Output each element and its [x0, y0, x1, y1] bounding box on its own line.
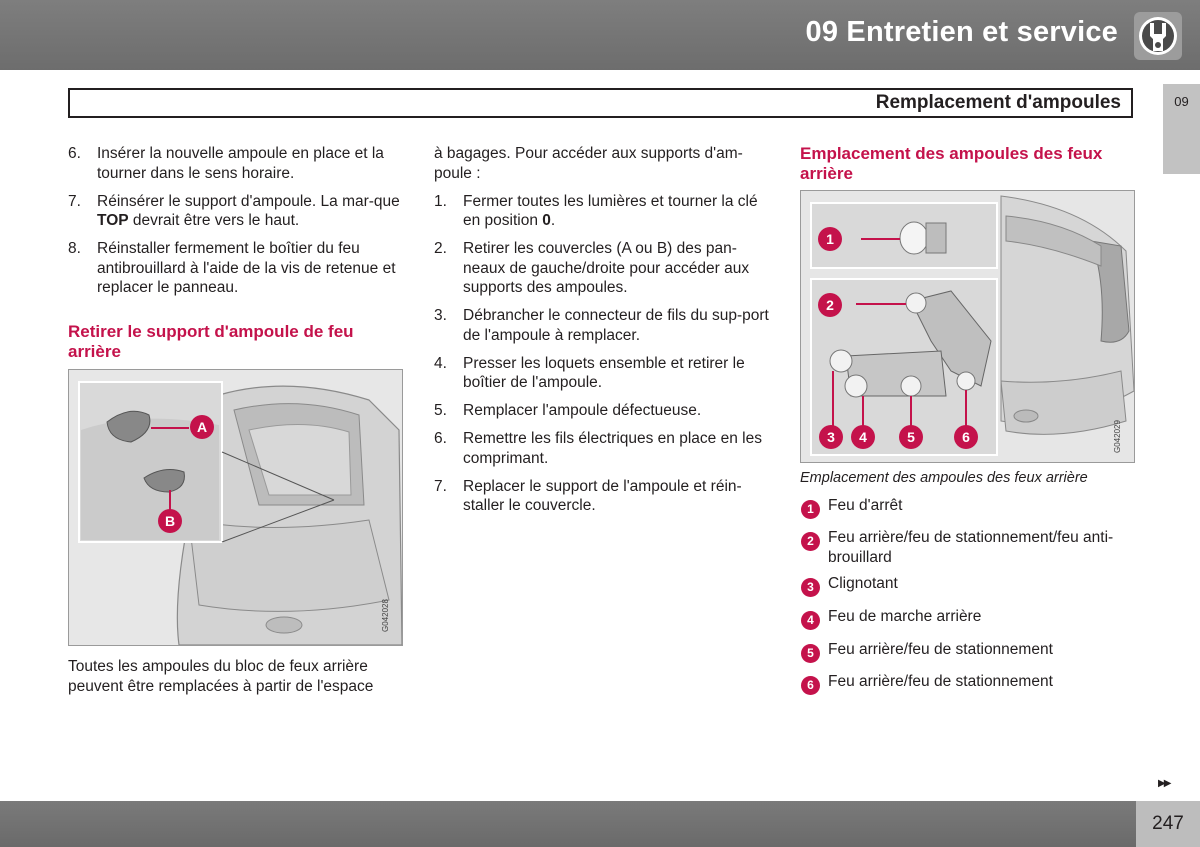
legend-number-badge: 3: [801, 578, 820, 597]
column-1: [68, 144, 403, 306]
legend-number-badge: 6: [801, 676, 820, 695]
step-text: [97, 145, 384, 182]
legend-text: Feu arrière/feu de stationnement/feu anti-brouillard: [828, 529, 1114, 566]
step-number: 2.: [434, 240, 447, 257]
text-run: Remettre les fils électriques en place en les comprimant.: [463, 430, 762, 467]
step-item: [68, 192, 403, 231]
legend-item: [801, 672, 1158, 692]
step-item: [434, 477, 769, 516]
step-number: 6.: [434, 430, 447, 447]
step-text: [97, 193, 400, 230]
legend-text: Feu arrière/feu de stationnement: [828, 673, 1053, 690]
step-number: 4.: [434, 354, 447, 372]
callout-1: 1: [818, 227, 842, 251]
step-number: 7.: [434, 477, 447, 495]
text-run: Réinsérer le support d'ampoule. La mar-que: [97, 192, 400, 210]
step-text: [463, 240, 749, 296]
step-item: [434, 354, 769, 393]
step-number: 8.: [68, 240, 81, 257]
step-number: 3.: [434, 307, 447, 324]
text-run: devrait être vers le haut.: [128, 212, 300, 229]
legend-item: [801, 607, 1158, 627]
legend-number-badge: 2: [801, 532, 820, 551]
step-number: 5.: [434, 402, 447, 419]
trunk-figure: [68, 369, 403, 646]
text-run: Réinstaller fermement le boîtier du feu antibrouillard à l'aide de la vis de retenue et replacer le panneau.: [97, 240, 396, 296]
step-item: [434, 401, 769, 421]
legend-text: Feu d'arrêt: [828, 497, 903, 514]
section-title: Remplacement d'ampoules: [875, 92, 1121, 113]
bold-term: TOP: [97, 212, 129, 229]
chapter-title: 09 Entretien et service: [805, 16, 1118, 48]
legend-item: [801, 496, 1158, 516]
callout-5: 5: [899, 425, 923, 449]
text-run: Insérer la nouvelle ampoule en place et la tourner dans le sens horaire.: [97, 145, 384, 182]
chapter-header-bar: [0, 0, 1200, 70]
legend-item: [801, 574, 1158, 594]
step-item: [434, 429, 769, 468]
text-run: .: [550, 212, 556, 229]
legend-number-badge: 4: [801, 611, 820, 630]
paragraph: Toutes les ampoules du bloc de feux arrière peuvent être remplacées à partir de l'espace: [68, 658, 374, 695]
page-number-box: [1136, 801, 1200, 847]
double-arrow-right-icon[interactable]: ▶▶: [1158, 778, 1170, 789]
text-run: Retirer les couvercles (A ou B) des pan-neaux de gauche/droite pour accéder aux supports des ampoules.: [463, 240, 750, 296]
callout-3: 3: [819, 425, 843, 449]
legend-text: Feu arrière/feu de stationnement: [828, 641, 1053, 658]
figure-code: G042029: [1113, 420, 1122, 453]
step-number: 7.: [68, 192, 81, 210]
figure-code: G042028: [381, 599, 390, 632]
legend-number-badge: 1: [801, 500, 820, 519]
legend-text: Feu de marche arrière: [828, 608, 982, 625]
text-run: Fermer toutes les lumières et tourner la clé en position: [463, 192, 758, 229]
step-text: [463, 307, 769, 344]
chapter-tab-label: 09: [1174, 94, 1189, 109]
step-text: [463, 430, 762, 467]
trunk-illustration: [69, 370, 402, 645]
section-title-box: [68, 88, 1133, 118]
step-text: [97, 240, 396, 296]
step-list: [434, 192, 769, 516]
section-heading: Emplacement des ampoules des feux arrière: [800, 144, 1103, 183]
taillight-figure: [800, 190, 1135, 463]
legend-item: [801, 528, 1158, 567]
step-item: [434, 306, 769, 345]
step-text: [463, 193, 758, 230]
wrench-gear-icon: [1134, 12, 1182, 60]
step-item: [68, 144, 403, 183]
text-run: Presser les loquets ensemble et retirer le boîtier de l'ampoule.: [463, 354, 745, 391]
step-number: 1.: [434, 192, 447, 210]
text-run: Replacer le support de l'ampoule et réin-staller le couvercle.: [463, 477, 742, 514]
legend-item: [801, 640, 1158, 660]
legend-text: Clignotant: [828, 575, 898, 592]
step-text: [463, 478, 742, 515]
legend-number-badge: 5: [801, 644, 820, 663]
footer-bar: [0, 801, 1200, 847]
step-text: [463, 402, 701, 419]
step-text: [463, 355, 745, 392]
callout-2: 2: [818, 293, 842, 317]
text-run: Débrancher le connecteur de fils du sup-port de l'ampoule à remplacer.: [463, 307, 769, 344]
taillight-illustration: [801, 191, 1134, 462]
callout-4: 4: [851, 425, 875, 449]
intro-text: à bagages. Pour accéder aux supports d'am-poule :: [434, 145, 743, 182]
step-item: [434, 192, 769, 231]
callout-a: A: [190, 415, 214, 439]
column-2: [434, 144, 769, 524]
step-number: 6.: [68, 145, 81, 162]
callout-6: 6: [954, 425, 978, 449]
section-heading: Retirer le support d'ampoule de feu arrière: [68, 322, 354, 361]
page-number: 247: [1152, 813, 1184, 834]
bold-term: 0: [542, 212, 551, 229]
step-list: [68, 144, 403, 298]
figure-caption: Emplacement des ampoules des feux arrière: [800, 470, 1088, 486]
callout-b: B: [158, 509, 182, 533]
step-item: [68, 239, 403, 298]
text-run: Remplacer l'ampoule défectueuse.: [463, 402, 702, 419]
step-item: [434, 239, 769, 298]
chapter-tab[interactable]: [1163, 84, 1200, 174]
